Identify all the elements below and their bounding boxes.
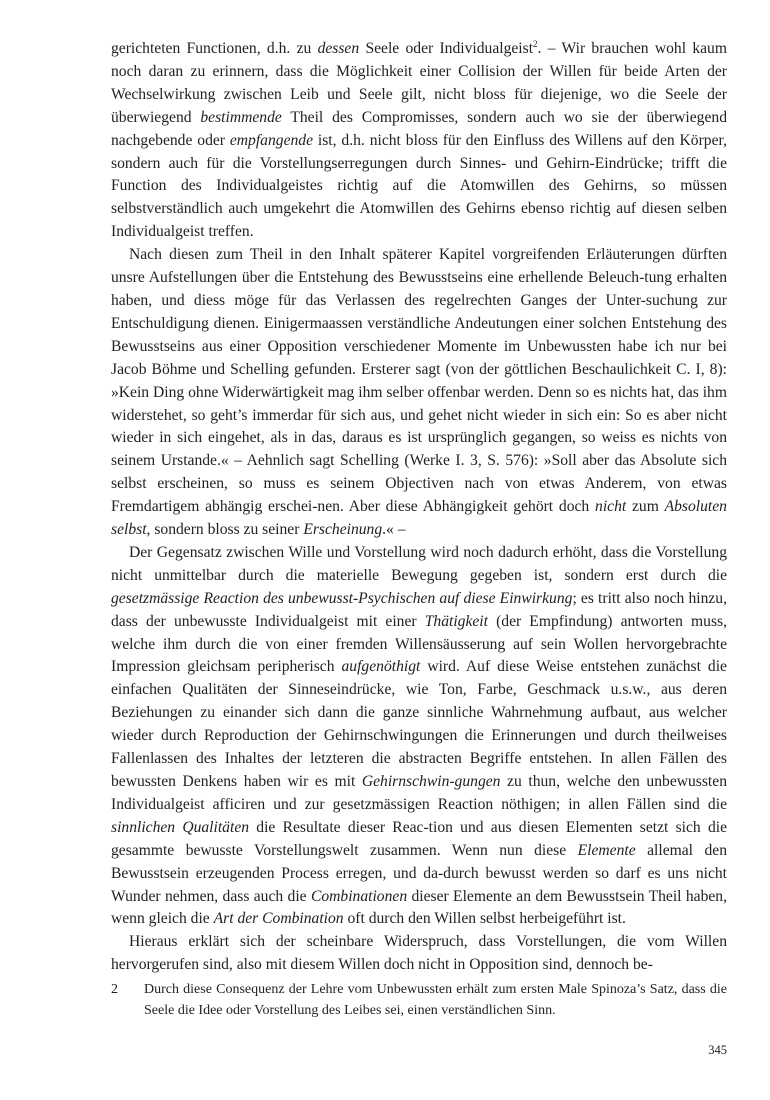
emphasis-text: Thätigkeit	[424, 612, 488, 630]
text-segment: ; es tritt also noch hinzu, dass der unbewusste Individualgeist mit einer	[111, 589, 727, 630]
text-segment: zu thun, welche den unbewussten Individualgeist afficiren und zur gesetzmässigen Reaction nöthigen; in allen Fällen sind die	[111, 773, 727, 813]
emphasis-text: gesetzmässige Reaction des unbewusst-Psychischen auf diese Einwirkung	[111, 589, 573, 607]
text-segment: die Resultate dieser Reac-tion und aus diesen Elementen setzt sich die gesammte bewusste Vorstellungswelt zusammen. Wenn nun diese	[111, 818, 728, 859]
text-segment: Theil des Compromisses, sondern auch wo sie der überwiegend nachgebende oder	[111, 108, 727, 149]
emphasis-text: aufgenöthigt	[341, 658, 421, 676]
paragraph	[111, 542, 727, 931]
text-segment: (der Empfindung) antworten muss, welche ihm durch die von einer fremden Willensäusserung auf sein Wollen hervorgebrachte Impression gleichsam peripherisch	[111, 612, 727, 676]
page-number: 345	[708, 1043, 727, 1057]
text-segment: Der Gegensatz zwischen Wille und Vorstellung wird noch dadurch erhöht, dass die Vorstellung nicht unmittelbar durch die materielle Bewegung gegeben ist, sondern erst durch die	[111, 543, 727, 584]
text-segment: zum	[626, 498, 665, 516]
emphasis-text: dessen	[317, 40, 360, 57]
body-text	[111, 38, 727, 977]
footnote-text: Durch diese Consequenz der Lehre vom Unbewussten erhält zum ersten Male Spinoza’s Satz, dass die Seele die Idee oder Vorstellung des Leibes sei, einen verständlichen Sinn.	[144, 982, 727, 1018]
text-segment: .« –	[382, 521, 406, 539]
emphasis-text: Combinationen	[310, 887, 408, 905]
text-segment: Seele oder Individualgeist	[359, 40, 534, 57]
text-segment: ist, d.h. nicht bloss für den Einfluss des Willens auf den Körper, sondern auch für die Vorstellungserregungen durch Sinnes- und Gehirn-Eindrücke; trifft die Function des Individualgeistes richtig auf die Atomwillen des Gehirns, so müssen selbstverständlich auch umgekehrt die Atomwillen des Gehirns ebenso richtig auf diesen selben Individualgeist treffen.	[111, 131, 727, 241]
paragraph	[111, 38, 727, 244]
emphasis-text: Gehirnschwin-gungen	[361, 773, 501, 790]
paragraph	[111, 931, 727, 977]
text-segment: Hieraus erklärt sich der scheinbare Widerspruch, dass Vorstellungen, die vom Willen hervorgerufen sind, also mit diesem Willen doch nicht in Opposition sind, dennoch be-	[111, 933, 727, 974]
emphasis-text: bestimmende	[200, 108, 282, 126]
emphasis-text: Art der Combination	[213, 910, 344, 928]
text-segment: , sondern bloss zu seiner	[146, 521, 304, 539]
text-segment: oft durch den Willen selbst herbeigeführt ist.	[343, 910, 626, 928]
text-segment: Nach diesen zum Theil in den Inhalt späterer Kapitel vorgreifenden Erläuterungen dürften unsre Aufstellungen über die Entstehung des Bewusstseins eine erhellende Beleuch-tung erhalten haben, und diess möge für das Verlassen des regelrechten Ganges der Unter-suchung zur Entschuldigung dienen. Einigermaassen verständliche Andeutungen einer solchen Entstehung des Bewusstseins aus einer Opposition verschiedener Momente im Unbewussten habe ich nur bei Jacob Böhme und Schelling gefunden. Ersterer sagt (von der göttlichen Beschaulichkeit C. I, 8): »Kein Ding ohne Widerwärtigkeit mag ihm selber offenbar werden. Denn so es nichts hat, das ihm widerstehet, so geht’s immerdar für sich aus, und gehet nicht wieder in sich ein: So es aber nicht wieder in sich eingehet, als in das, daraus es ist ursprünglich gegangen, so weiss es nichts von seinem Urstande.« – Aehnlich sagt Schelling (Werke I. 3, S. 576): »Soll aber das Absolute sich selbst erscheinen, so muss es seinem Objectiven nach von etwas Anderem, von etwas Fremdartigem abhängig erschei-nen. Aber diese Abhängigkeit gehört doch	[111, 246, 727, 516]
footnote	[111, 980, 727, 1021]
text-segment: allemal den Bewusstsein erzeugenden Process erregen, und da-durch bewusst werden so darf es uns nicht Wunder nehmen, dass auch die	[111, 841, 727, 905]
emphasis-text: Elemente	[577, 841, 636, 859]
text-segment: gerichteten Functionen, d.h. zu	[111, 40, 318, 57]
text-segment: . – Wir brauchen wohl kaum noch daran zu erinnern, dass die Möglichkeit einer Collision der Willen für beide Arten der Wechselwirkung zwischen Leib und Seele gilt, nicht bloss für diejenige, wo die Seele der überwiegend	[111, 40, 727, 126]
emphasis-text: nicht	[595, 498, 627, 516]
emphasis-text: sinnlichen Qualitäten	[111, 818, 250, 836]
footnote-ref: 2	[533, 38, 538, 49]
emphasis-text: empfangende	[229, 131, 314, 149]
text-segment: wird. Auf diese Weise entstehen zunächst die einfachen Qualitäten der Sinneseindrücke, wie Ton, Farbe, Geschmack u.s.w., aus deren Beziehungen zu einander sich dann die ganze sinnliche Wahrnehmung aufbaut, aus welcher wieder durch Reproduction der Gehirnschwingungen die Erinnerungen und durch theilweises Fallenlassen des Inhaltes der letzteren die abstracten Begriffe entstehen. In allen Fällen des bewussten Denkens haben wir es mit	[111, 658, 727, 790]
paragraph	[111, 244, 727, 542]
emphasis-text: Erscheinung	[303, 521, 383, 539]
emphasis-text: Absoluten selbst	[111, 498, 727, 539]
text-segment: dieser Elemente an dem Bewusstsein Theil haben, wenn gleich die	[111, 887, 727, 928]
footnote-number: 2	[111, 982, 118, 997]
